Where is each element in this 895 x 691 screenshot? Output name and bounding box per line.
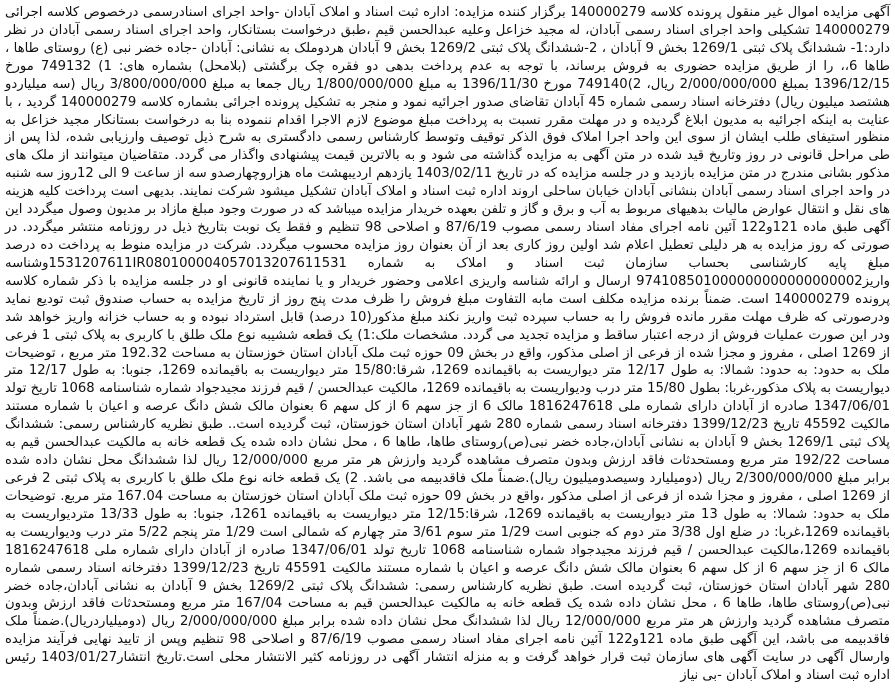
notice-body: آگهی مزایده اموال غیر منقول پرونده کلاسه 140000279 برگزار کننده مزایده: اداره ثبت اسناد و املاک آبادان -واحد اجرای اسنادرسمی درخصوص کلاسه اجرائی 140000279 تشکیلی واحد اجرای اسناد رسمی آبادان، له مجید خزاعل وعلیه عبدالحسن قیم ،طبق درخواست بستانکار، واحد اجرای اسناد رسمی آبادان در نظر دارد:1- ششدانگ پلاک ثبتی 1269/1 بخش 9 آبادان ، 2-ششدانگ پلاک ثبتی 1269/2 بخش 9 آبادان هردوملک به نشانی: آبادان -جاده خضر نبی (ع) روستای طاها ، طاها 6،، را از طریق مزایده حضوری به فروش برساند، با توجه به عدم پرداخت بدهی دو فقره چک برگشتی (بلامحل) بشماره های: 1) 749132 مورخ 1396/12/15 بمبلغ 2/000/000/000 ریال، 2)749140 مورخ 1396/11/30 به مبلغ 1/800/000/000 ریال جمعا به مبلغ 3/800/000/000 ریال (سه میلیاردو هشتصد میلیون ریال) دفترخانه اسناد رسمی شماره 45 آبادان تقاضای صدور اجرائیه نمود و منجر به تشکیل پرونده اجرائی بشماره کلاسه 140000279 گردید ، با عنایت به اینکه اجرائیه به مدیون ابلاغ گردیده و در مهلت مقرر نسبت به پرداخت مبلغ موضوع لازم الاجرا اقدام ننموده بنا به درخواست بستانکار مجید خزاعل به منظور استیفای طلب ایشان از سوی این واحد اجرا املاک فوق الذکر توقیف وتوسط کارشناس رسمی دادگستری به شرح ذیل توصیف وارزیابی شده، لذا پس از طی مراحل قانونی در روز وتاریخ قید شده در متن آگهی به مزایده گذاشته می شود و به بالاترین قیمت پیشنهادی واگذار می گردد. متقاضیان میتوانند از ملک های مذکور بشانی مندرج در متن مزایده بازدید و در جلسه مزایده که در تاریخ 1403/02/11 یازدهم اردیبهشت ماه هزاروچهارصدو سه از ساعت 9 الی 12روز سه شنبه در واحد اجرای اسناد رسمی آبادان بنشانی آبادان خیابان ساحلی اروند اداره ثبت اسناد و املاک آبادان تشکیل میشود شرکت نمایند. بدیهی است پرداخت کلیه هزینه های نقل و انتقال عوارض مالیات بدهیهای مربوط به آب و برق و گاز و تلفن بعهده خریدار مزایده میباشد که در صورت وجود مبلغ مازاد بر مدیون وصول میگردد این آگهی طبق ماده 121و122 آئین نامه اجرای مفاد اسناد رسمی مصوب 87/6/19 و اصلاحی 98 تنظیم و فقط یک نوبت بتاریخ ذیل در روزنامه منتشر میگردد. در صورتی که روز مزایده به هر دلیلی تعطیل اعلام شد اولین روز کاری بعد از آن بعنوان روز مزایده محسوب میگردد. شرکت در مزایده منوط به پرداخت ده درصد مبلغ پایه کارشناسی بحساب سازمان ثبت اسناد و املاک به شماره 1531207611IR080100004057013207611531وشناسه واریز974108501000000000000000002 ارسال و ارائه شناسه واریزی اعلامی وحضور خریدار و یا نماینده قانونی او در جلسه مزایده با ذکر شماره کلاسه پرونده 140000279 است. ضمناً برنده مزایده مکلف است مابه التفاوت مبلغ فروش را ظرف مدت پنج روز از تاریخ مزایده به حساب صندوق ثبت تودیع نماید ودرصورتی که ظرف مهلت مقرر مانده فروش را به حساب سپرده ثبت واریز نکند مبلغ مذکور(10 درصد) قابل استرداد نبوده و به حساب خزانه واریز خواهد شد ودر این صورت عملیات فروش از درجه اعتبار ساقط و مزایده تجدید می گردد. مشخصات ملک:1) یک قطعه ششیبه نوع ملک طلق با کاربری به پلاک ثبتی 1 فرعی از 1269 اصلی ، مفروز و مجزا شده از فرعی از اصلی مذکور، واقع در بخش 09 حوزه ثبت ملک آبادان استان خوزستان به مساحت 192.32 متر مربع ، توضیحات ملک به حدود: به حدود: شمالا: به طول 12/17 متر دیواریست به باقیمانده 1269، شرقا:15/80 متر دیواریست به باقیمانده 1269، جنوبا: به طول 12/17 متر دیواریست به پلاک مذکور،غربا: بطول 15/80 متر درب ودیواریست به باقیمانده 1269، مالکیت عبدالحسن / قیم فرزند مجیدجواد شماره شناسنامه 1068 تاریخ تولد 1347/06/01 صادره از آبادان دارای شماره ملی 1816247618 مالک 6 از جز سهم 6 از کل سهم 6 بعنوان مالک شش دانگ عرصه و اعیان با شماره مستند مالکیت 45592 تاریخ 1399/12/23 دفترخانه اسناد رسمی شماره 280 شهر آبادان استان خوزستان، ثبت گردیده است.. طبق نظریه کارشناس رسمی: ششدانگ پلاک ثبتی 1269/1 بخش 9 آبادان به نشانی آبادان،جاده خضر نبی(ص)روستای طاها، طاها 6 ، محل نشان داده شده یک قطعه خانه به مالکیت عبدالحسن قیم به مساحت 192/22 متر مربع ومستحدثات فاقد ارزش وبدون متصرف مشاهده گردید وارزش هر متر مربع 12/000/000 ریال لذا ششدانگ محل نشان داده شده برابر مبلغ 2/300/000/000 ریال (دومیلیارد وسیصدومیلیون ریال).ضمناً ملک فاقدبیمه می باشد. 2) یک قطعه خانه نوع ملک طلق با کاربری به پلاک ثبتی 2 فرعی از 1269 اصلی ، مفروز و مجزا شده از فرعی از اصلی مذکور ،واقع در بخش 09 حوزه ثبت ملک آبادان استان خوزستان به مساحت 167.04 متر مربع. توضیحات ملک به حدود: شمالا: به طول 13 متر دیواریست به باقیمانده 1269، شرقا:12/15 متر دیواریست به باقیمانده 1261، جنوبا: به طول 13/33 متردیواریست به باقیمانده 1269،غربا: در ضلع اول 3/38 متر دوم که جنوبی است 1/29 متر سوم 3/61 متر چهارم که شمالی است 1/29 متر پنجم 5/22 متر درب ودیواریست به باقیمانده 1269،مالکیت عبدالحسن / قیم فرزند مجیدجواد شماره شناسنامه 1068 تاریخ تولد 1347/06/01 صادره از آبادان دارای شماره ملی 1816247618 مالک 6 از جز سهم 6 از کل سهم 6 بعنوان مالک شش دانگ عرصه و اعیان با شماره مستند مالکیت 45591 تاریخ 1399/12/23 دفترخانه اسناد رسمی شماره 280 شهر آبادان استان خوزستان، ثبت گردیده است. طبق نظریه کارشناس رسمی: ششدانگ پلاک ثبتی 1269/2 بخش 9 آبادان به نشانی آبادان،جاده خضر نبی(ص)روستای طاها، طاها 6 ، محل نشان داده شده یک قطعه خانه به مالکیت عبدالحسن قیم به مساحت 167/04 متر مربع ومستحدثات فاقد ارزش وبدون متصرف مشاهده گردید وارزش هر متر مربع 12/000/000 ریال لذا ششدانگ محل نشان داده شده برابر مبلغ 2/000/000/000 ریال (دومیلیاردریال).ضمناً ملک فاقدبیمه می باشد، این آگهی طبق ماده 121و122 آئین نامه اجرای مفاد اسناد رسمی مصوب 87/6/19 و اصلاحی 98 تنظیم وپس از تایید نهایی فرآیند مزایده وارسال آگهی در سایت آگهی های سازمان ثبت قرار خواهد گرفت و به منزله انتشار آگهی در روزنامه کثیر الانتشار محلی است.تاریخ انتشار1403/01/27 رئیس اداره ثبت اسناد و املاک آبادان -بی نیاز	[5, 5, 891, 684]
